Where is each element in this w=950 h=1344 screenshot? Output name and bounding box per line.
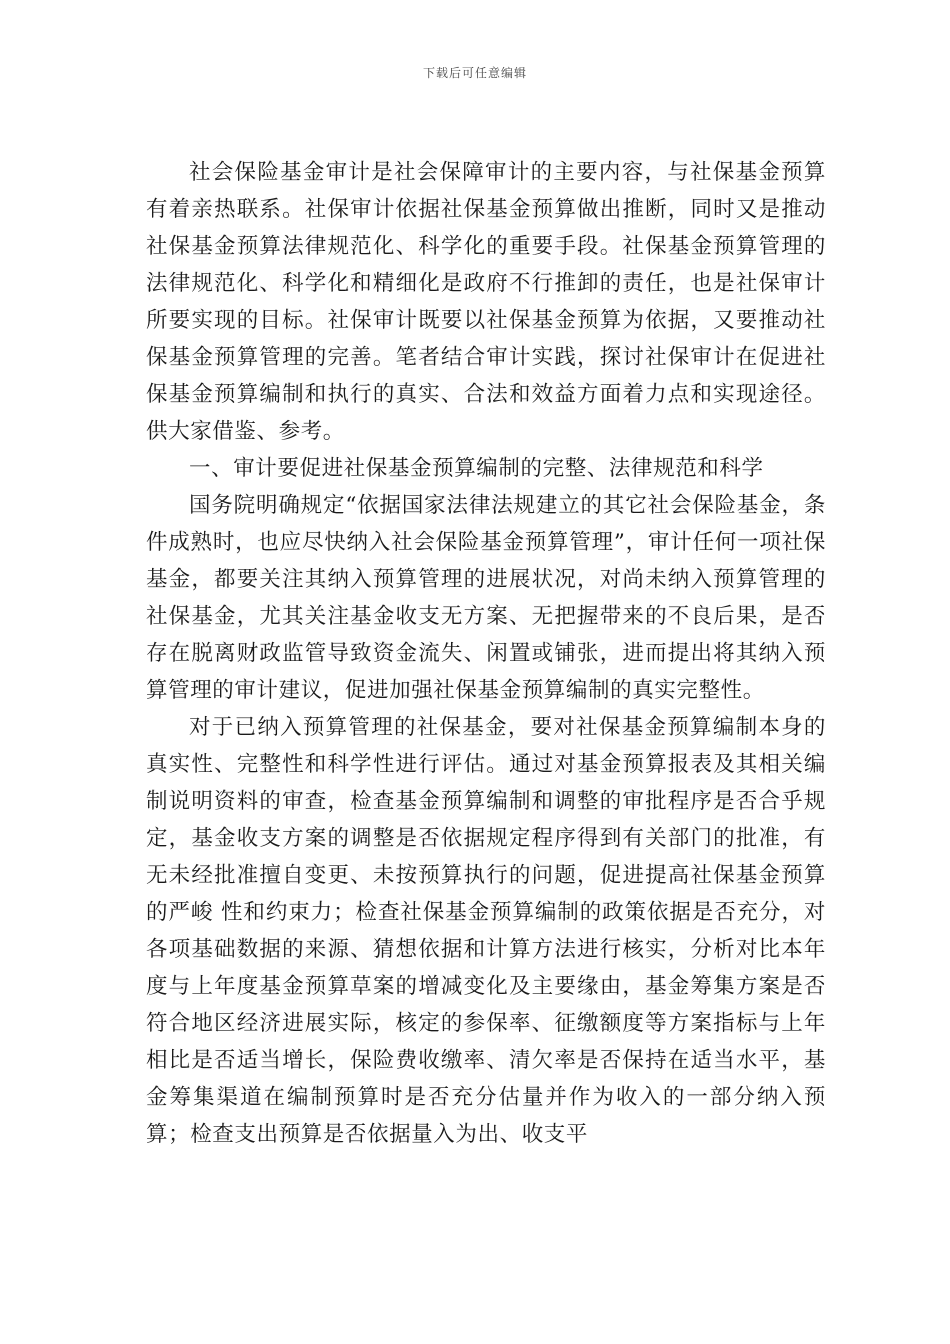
header-note: 下载后可任意编辑 xyxy=(422,66,527,80)
paragraph-intro: 社会保险基金审计是社会保障审计的主要内容，与社保基金预算有着亲热联系。社保审计依据社保基金预算做出推断，同时又是推动社保基金预算法律规范化、科学化的重要手段。社保基金预算管理的法律规范化、科学化和精细化是政府不行推卸的责任，也是社保审计所要实现的目标。社保审计既要以社保基金预算为依据，又要推动社保基金预算管理的完善。笔者结合审计实践，探讨社保审计在促进社保基金预算编制和执行的真实、合法和效益方面着力点和实现途径。供大家借鉴、参考。 xyxy=(146,160,826,444)
document-body xyxy=(146,154,826,1153)
paragraph-state-council: 国务院明确规定“依据国家法律法规建立的其它社会保险基金，条件成熟时，也应尽快纳入社会保险基金预算管理”，审计任何一项社保基金，都要关注其纳入预算管理的进展状况，对尚未纳入预算管理的社保基金，尤其关注基金收支无方案、无把握带来的不良后果，是否存在脱离财政监管导致资金流失、闲置或铺张，进而提出将其纳入预算管理的审计建议，促进加强社保基金预算编制的真实完整性。 xyxy=(146,493,826,703)
section-heading: 一、审计要促进社保基金预算编制的完整、法律规范和科学 xyxy=(189,456,764,481)
paragraph-budget-evaluation: 对于已纳入预算管理的社保基金，要对社保基金预算编制本身的真实性、完整性和科学性进行评估。通过对基金预算报表及其相关编制说明资料的审查，检查基金预算编制和调整的审批程序是否合乎规定，基金收支方案的调整是否依据规定程序得到有关部门的批准，有无未经批准擅自变更、未按预算执行的问题，促进提高社保基金预算的严峻 性和约束力；检查社保基金预算编制的政策依据是否充分，对各项基础数据的来源、猜想依据和计算方法进行核实，分析对比本年度与上年度基金预算草案的增减变化及主要缘由，基金筹集方案是否符合地区经济进展实际，核定的参保率、征缴额度等方案指标与上年相比是否适当增长，保险费收缴率、清欠率是否保持在适当水平，基金筹集渠道在编制预算时是否充分估量并作为收入的一部分纳入预算；检查支出预算是否依据量入为出、收支平 xyxy=(146,715,826,1147)
